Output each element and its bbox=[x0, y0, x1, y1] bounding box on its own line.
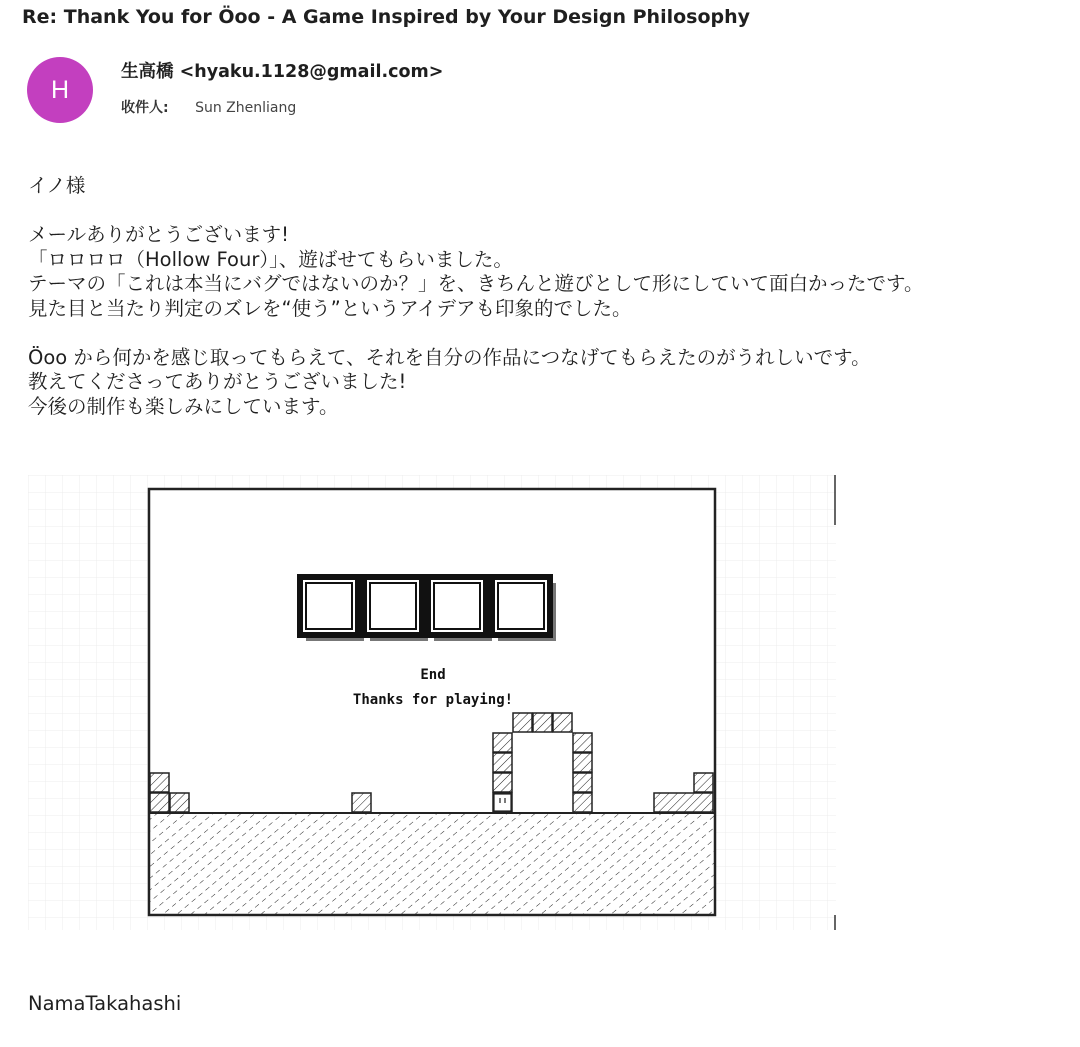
email-subject: Re: Thank You for Öoo - A Game Inspired by Your Design Philosophy bbox=[22, 6, 751, 28]
body-line: メールありがとうございます! bbox=[28, 223, 289, 246]
recipient-name[interactable]: Sun Zhenliang bbox=[195, 100, 297, 116]
body-line: 教えてくださってありがとうございました! bbox=[28, 370, 407, 393]
game-thanks-text: Thanks for playing! bbox=[352, 692, 514, 708]
signature: NamaTakahashi bbox=[28, 992, 182, 1015]
greeting: イノ様 bbox=[28, 174, 86, 197]
game-end-text: End bbox=[420, 667, 446, 683]
body-line: 「ロロロロ（Hollow Four）」、遊ばせてもらいました。 bbox=[28, 247, 513, 271]
recipient-label: 收件人: bbox=[121, 100, 169, 116]
body-line: テーマの「これは本当にバグではないのか？」を、きちんと遊びとして形にしていて面白かったです。 bbox=[28, 272, 924, 295]
player-character bbox=[494, 794, 511, 811]
body-line: 今後の制作も楽しみにしています。 bbox=[28, 394, 339, 418]
avatar[interactable]: H bbox=[27, 57, 93, 123]
email-body bbox=[28, 174, 1076, 419]
recipient-line bbox=[121, 97, 296, 117]
body-line: 見た目と当たり判定のズレを“使う”というアイデアも印象的でした。 bbox=[28, 296, 632, 320]
game-scene bbox=[28, 475, 836, 930]
game-screenshot[interactable] bbox=[28, 475, 836, 930]
title-blocks bbox=[300, 577, 556, 641]
ground bbox=[149, 813, 715, 915]
sender[interactable]: 生高橋 <hyaku.1128@gmail.com> bbox=[121, 62, 444, 82]
body-line: Öoo から何かを感じ取ってもらえて、それを自分の作品につなげてもらえたのがうれしいです。 bbox=[28, 345, 871, 369]
